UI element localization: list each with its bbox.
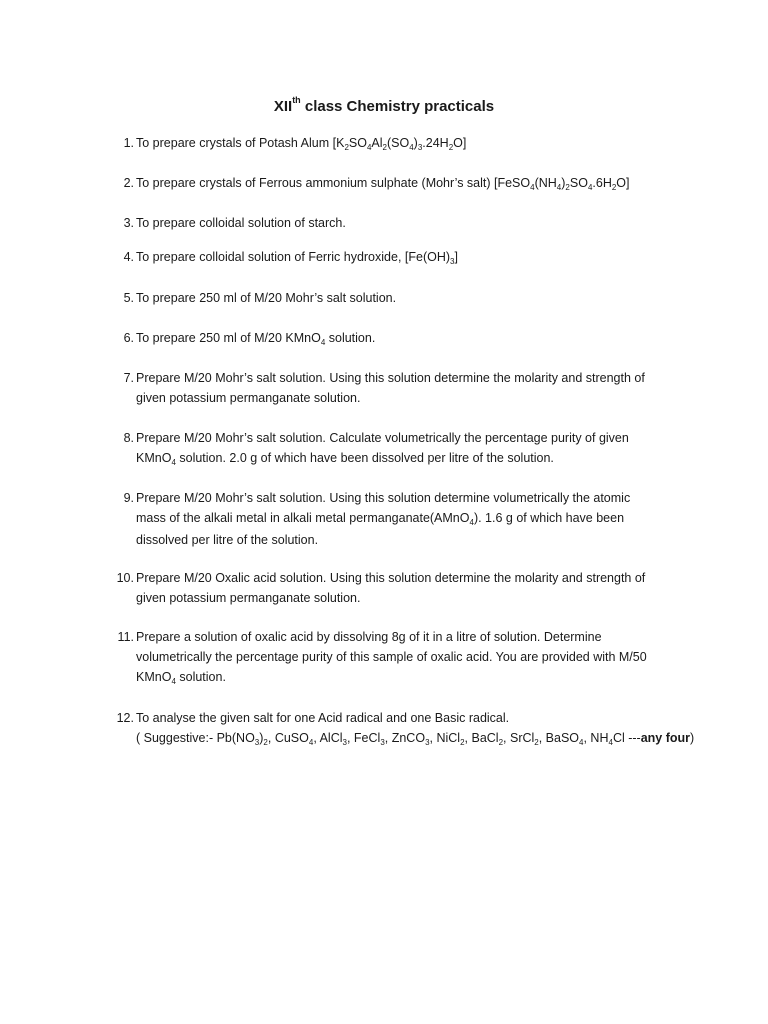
text-line: given potassium permanganate solution.: [136, 391, 361, 405]
list-item-number: 12.: [116, 711, 134, 725]
list-item-text: [136, 328, 672, 350]
text-line: To analyse the given salt for one Acid radical and one Basic radical.: [136, 711, 510, 725]
list-item-text: [136, 488, 672, 550]
list-item-text: [136, 568, 672, 608]
list-item-number: 11.: [117, 630, 134, 644]
text-line: To prepare crystals of Ferrous ammonium sulphate (Mohr’s salt) $[FeSO_4(NH_4)_2SO_4.6H_2O]$: [136, 176, 630, 192]
text-line: volumetrically the percentage purity of this sample of oxalic acid. You are provided with M/50: [136, 650, 647, 664]
text-line: To prepare colloidal solution of starch.: [136, 216, 346, 230]
list-item-text: [136, 247, 672, 269]
text-line: Prepare M/20 Mohr’s salt solution. Using this solution determine the molarity and strength of: [136, 371, 645, 385]
list-item-text: [136, 288, 672, 308]
title-main: XII: [273, 98, 293, 115]
list-item-text: [136, 133, 672, 155]
text-line: Prepare M/20 Oxalic acid solution. Using this solution determine the molarity and strength of: [136, 571, 646, 585]
text-line: mass of the alkali metal in alkali metal permanganate(AMnO$_4$). 1.6 g of which have been: [136, 511, 625, 527]
list-item-number: 6.: [123, 331, 134, 345]
text-line: Prepare M/20 Mohr’s salt solution. Calculate volumetrically the percentage purity of given: [136, 431, 629, 445]
text-line: To prepare 250 ml of M/20 Mohr’s salt solution.: [136, 291, 397, 305]
list-item-text: [136, 627, 672, 689]
text-line: ( Suggestive:- $Pb(NO_3)_2$, CuSO$_4$, AlCl$_3$, FeCl$_3$, ZnCO$_3$, NiCl$_2$, BaCl$_2$, SrCl$_2$, BaSO$_4$, $NH_4Cl$ ---any four): [136, 731, 695, 747]
title-superscript: th: [292, 95, 301, 105]
list-item-number: 5.: [123, 291, 134, 305]
title-rest: class Chemistry practicals: [300, 98, 495, 115]
list-item-text: [136, 173, 672, 195]
text-line: Prepare a solution of oxalic acid by dissolving 8g of it in a litre of solution. Determine: [136, 630, 602, 644]
page-title: [0, 92, 768, 117]
text-line: To prepare colloidal solution of Ferric hydroxide, $[Fe(OH)_3]$: [136, 250, 458, 266]
list-item-text: [136, 368, 672, 408]
list-item-number: 1.: [123, 136, 134, 150]
text-line: given potassium permanganate solution.: [136, 591, 361, 605]
list-item-number: 4.: [123, 250, 134, 264]
list-item-number: 9.: [123, 491, 134, 505]
list-item-text: [136, 428, 672, 470]
text-line: KMnO$_4$ solution. 2.0 g of which have been dissolved per litre of the solution.: [136, 451, 554, 467]
text-line: dissolved per litre of the solution.: [136, 533, 319, 547]
list-item-number: 7.: [123, 371, 134, 385]
text-line: To prepare 250 ml of M/20 KMnO$_4$ solution.: [136, 331, 376, 347]
list-item-text: [136, 213, 672, 233]
text-line: Prepare M/20 Mohr’s salt solution. Using this solution determine volumetrically the atomic: [136, 491, 631, 505]
list-item-number: 3.: [123, 216, 134, 230]
list-item-number: 8.: [123, 431, 134, 445]
list-item-text: [136, 708, 695, 750]
text-line: To prepare crystals of Potash Alum $[K_2SO_4Al_2(SO_4)_3.24H_2O]$: [136, 136, 467, 152]
text-line: KMnO$_4$ solution.: [136, 670, 226, 686]
list-item-number: 10.: [116, 571, 134, 585]
list-item-number: 2.: [123, 176, 134, 190]
